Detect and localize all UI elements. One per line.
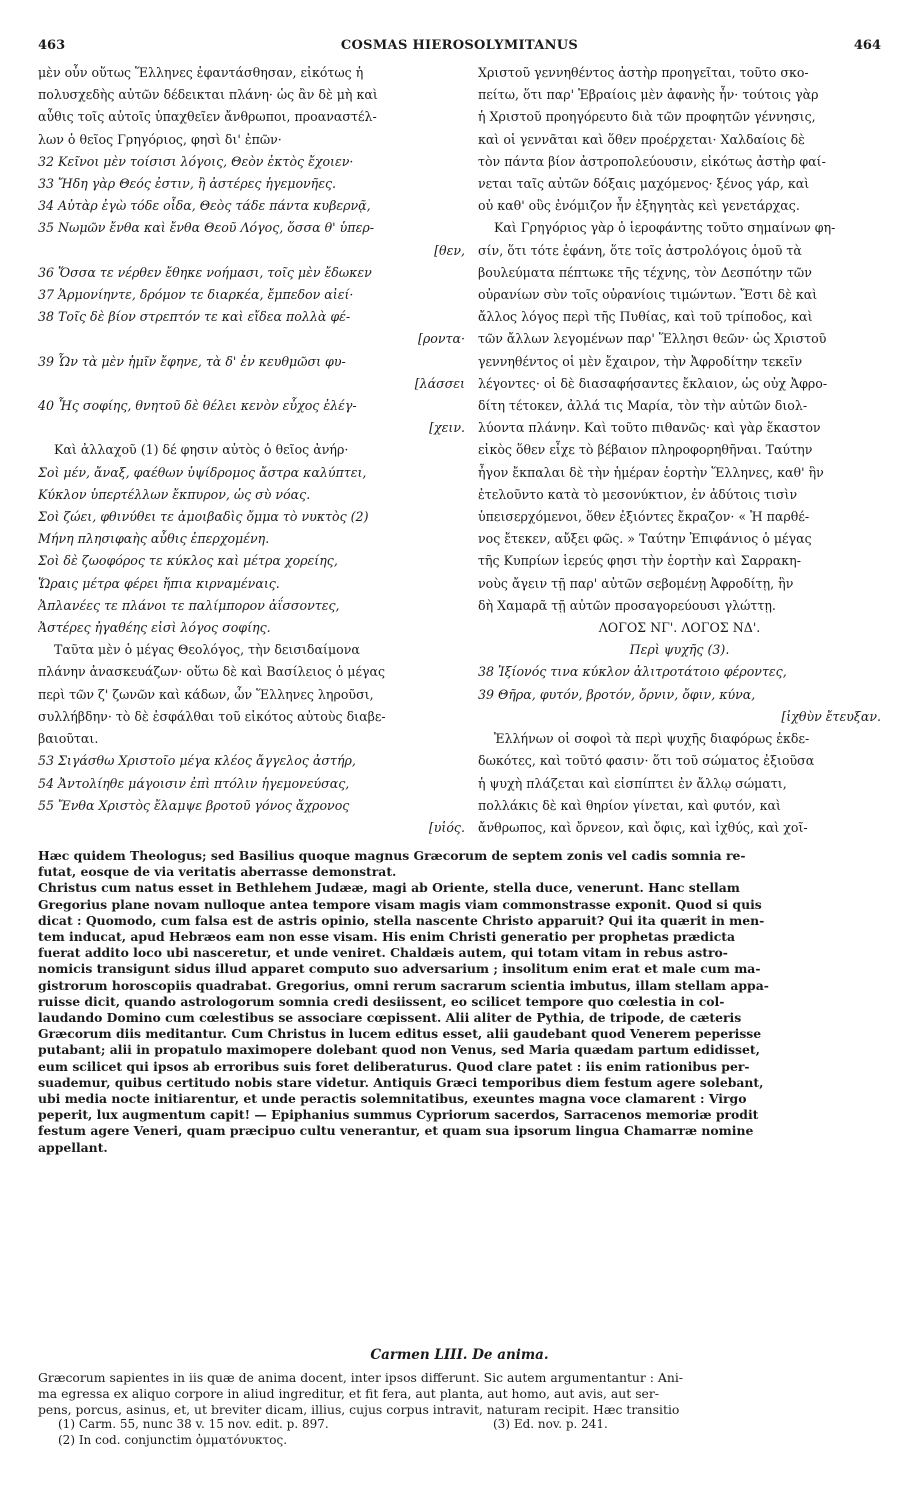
- text-line: [λάσσει: [414, 375, 465, 391]
- text-line: [υἱός.: [428, 819, 465, 835]
- latin-translation-continued: [38, 1370, 881, 1419]
- text-line: Καὶ Γρηγόριος γὰρ ὁ ἱεροφάντης τοῦτο σημαίνων φη-: [494, 220, 836, 236]
- text-line: τῆς Κυπρίων ἱερεύς φησι τὴν ἑορτὴν καὶ Σαρρακη-: [478, 553, 801, 569]
- text-line: Ὥραις μέτρα φέρει ἤπια κιρναμέναις.: [38, 575, 280, 591]
- text-line: [478, 839, 881, 842]
- text-line: 37 Ἁρμονίηντε, δρόμον τε διαρκέα, ἔμπεδον αἰεί·: [38, 287, 354, 303]
- text-line: τὸν πάντα βίον ἀστροπολεύουσιν, εἰκότως ἀστὴρ φαί-: [478, 153, 826, 169]
- text-line: Σοὶ μέν, ἄναξ, φαέθων ὑψίδρομος ἄστρα καλύπτει,: [38, 464, 367, 480]
- greek-column-left: [38, 62, 465, 842]
- text-line: δὴ Χαμαρᾶ τῇ αὐτῶν προσαγορεύουσι γλώττῃ.: [478, 597, 776, 613]
- text-line: 32 Κεῖνοι μὲν τοίσισι λόγοις, Θεὸν ἐκτὸς ἔχοιεν·: [38, 153, 354, 169]
- text-line: [χειν.: [429, 420, 465, 436]
- text-line: ἡ Χριστοῦ προηγόρευτο διὰ τῶν προφητῶν γέννησις,: [478, 109, 816, 125]
- text-line: συλλήβδην· τὸ δὲ ἐσφάλθαι τοῦ εἰκότος αὐτοὺς διαβε-: [38, 708, 386, 724]
- text-line: Περὶ ψυχῆς (3).: [629, 642, 730, 658]
- latin-line: putabant; alii in propatulo maximopere dolebant quod non Venus, sed Maria quædam partum edidisset,: [38, 1042, 760, 1058]
- text-line: 38 Τοῖς δὲ βίον στρεπτόν τε καὶ εἴδεα πολλὰ φέ-: [38, 309, 351, 325]
- text-line: δίτη τέτοκεν, ἀλλά τις Μαρία, τὸν τὴν αὐτῶν διολ-: [478, 398, 808, 414]
- text-line: Σοὶ δὲ ζωοφόρος τε κύκλος καὶ μέτρα χορείης,: [38, 553, 338, 569]
- text-line: ἡ ψυχὴ πλάζεται καὶ εἰσπίπτει ἐν ἄλλῳ σώματι,: [478, 775, 787, 791]
- text-line: Ἑλλήνων οἱ σοφοὶ τὰ περὶ ψυχῆς διαφόρως ἐκδε-: [494, 731, 810, 747]
- text-line: Χριστοῦ γεννηθέντος ἀστὴρ προηγεῖται, τοῦτο σκο-: [478, 65, 809, 80]
- latin-line: pens, porcus, asinus, et, ut breviter dicam, illius, cujus corpus intravit, naturam recipit. Hæc transitio: [38, 1402, 680, 1418]
- text-line: 36 Ὅσσα τε νέρθεν ἔθηκε νοήμασι, τοῖς μὲν ἔδωκεν: [38, 264, 372, 280]
- text-line: Σοὶ ζώει, φθινύθει τε ἀμοιβαδὶς ὄμμα τὸ νυκτὸς (2): [38, 509, 369, 525]
- text-line: οὐ καθ' οὓς ἐνόμιζον ἦν ἐξηγητὰς κεὶ γενετάρχας.: [478, 198, 800, 214]
- text-line: Κύκλον ὑπερτέλλων ἔκπυρον, ὡς σὺ νόας.: [38, 486, 311, 502]
- text-line: γεννηθέντος οἱ μὲν ἔχαιρον, τὴν Ἀφροδίτην τεκεῖν: [478, 353, 803, 369]
- text-line: πολυσχεδὴς αὐτῶν δέδεικται πλάνη· ὡς ἂν δὲ μὴ καὶ: [38, 87, 378, 103]
- latin-line: tem inducat, apud Hebræos eam non esse visam. His enim Christi generatio per prophetas prædicta: [38, 929, 735, 945]
- text-line: λύοντα πλάνην. Καὶ τοῦτο πιθανῶς· καὶ γὰρ ἕκαστον: [478, 420, 821, 436]
- text-line: ἐτελοῦντο κατὰ τὸ μεσονύκτιον, ἐν ἀδύτοις τισὶν: [478, 486, 798, 502]
- latin-line: ubi media nocte initiarentur, et unde peractis solemnitatibus, exeuntes magna voce clamarent : Virgo: [38, 1091, 747, 1107]
- footnote-3: (3) Ed. nov. p. 241.: [493, 1417, 608, 1431]
- text-line: 55 Ἔνθα Χριστὸς ἔλαμψε βροτοῦ γόνος ἄχρονος: [38, 797, 350, 813]
- text-line: σίν, ὅτι τότε ἐφάνη, ὅτε τοῖς ἀστρολόγοις ὁμοῦ τὰ: [478, 242, 802, 258]
- text-line: βαιοῦται.: [38, 731, 99, 747]
- text-line: λων ὁ θεῖος Γρηγόριος, φησὶ δι' ἐπῶν·: [38, 131, 282, 147]
- latin-line: Græcorum sapientes in iis quæ de anima docent, inter ipsos differunt. Sic autem argumentantur : Ani-: [38, 1370, 683, 1385]
- text-line: ἦγον ἔκπαλαι δὲ τὴν ἡμέραν ἑορτὴν Ἕλληνες, καθ' ἣν: [478, 464, 824, 480]
- text-line: [θεν,: [434, 242, 465, 258]
- text-line: ὑπεισερχόμενοι, ὅθεν ἐξιόντες ἔκραζον· « Ἡ παρθέ-: [478, 509, 810, 525]
- text-line: Ἀστέρες ἠγαθέης εἰσὶ λόγος σοφίης.: [38, 620, 271, 636]
- page-number-left: 463: [38, 38, 66, 53]
- running-head: [38, 38, 881, 58]
- latin-line: fuerat addito loco ubi nasceretur, et unde veniret. Chaldæis autem, qui totam vitam in rebus astro-: [38, 945, 728, 961]
- page-number-right: 464: [853, 38, 881, 53]
- text-line: Καὶ ἀλλαχοῦ (1) δέ φησιν αὐτὸς ὁ θεῖος ἀνήρ·: [54, 442, 349, 458]
- greek-column-right: [478, 62, 881, 842]
- text-line: 38 Ἰξίονός τινα κύκλον ἀλιτροτάτοιο φέροντες,: [478, 664, 787, 680]
- latin-line: eum scilicet qui ipsos ab erroribus suis foret deliberaturus. Quod clare patet : iis enim rationibus per-: [38, 1058, 750, 1074]
- text-line: νεται ταῖς αὐτῶν δόξαις μαχόμενος· ξένος γάρ, καὶ: [478, 176, 810, 192]
- latin-line: peperit, lux augmentum capit! — Epiphanius summus Cypriorum sacerdos, Sarracenos memoriæ prodit: [38, 1107, 759, 1123]
- latin-line: Hæc quidem Theologus; sed Basilius quoque magnus Græcorum de septem zonis vel cadis somnia re-: [38, 848, 746, 863]
- carmen-heading: Carmen LIII. De anima.: [370, 1347, 549, 1363]
- latin-line: suademur, quibus certitudo nobis stare videtur. Antiquis Græci temporibus diem festum agere solebant,: [38, 1074, 764, 1090]
- text-line: ἄλλος λόγος περὶ τῆς Πυθίας, καὶ τοῦ τρίποδος, καὶ: [478, 309, 813, 325]
- running-title: COSMAS HIEROSOLYMITANUS: [340, 38, 579, 53]
- text-line: 40 Ἧς σοφίης, θνητοῦ δὲ θέλει κενὸν εὖχος ἐλέγ-: [38, 398, 357, 414]
- text-line: [38, 839, 465, 842]
- text-line: δωκότες, καὶ τοῦτό φασιν· ὅτι τοῦ σώματος ἐξιοῦσα: [478, 753, 815, 769]
- latin-translation: [38, 848, 881, 1156]
- latin-line: dicat : Quomodo, cum falsa est de astris opinio, stella nascente Christo apparuit? Qui ita quærit in men-: [38, 912, 765, 928]
- text-line: τῶν ἄλλων λεγομένων παρ' Ἕλλησι θεῶν· ὡς Χριστοῦ: [478, 331, 827, 347]
- text-line: Ἀπλανέες τε πλάνοι τε παλίμπορον ἀΐσσοντες,: [38, 597, 340, 613]
- latin-line: Gregorius plane novam nulloque antea tempore visam magis viam commonstrasse exponit. Quod si quis: [38, 896, 762, 912]
- text-line: αὖθις τοῖς αὐτοῖς ὑπαχθεῖεν ἄνθρωποι, προαναστέλ-: [38, 109, 377, 125]
- text-line: 34 Αὐτὰρ ἐγὼ τόδε οἶδα, Θεὸς τάδε πάντα κυβερνᾷ,: [38, 198, 371, 214]
- text-line: περὶ τῶν ζ' ζωνῶν καὶ κάδων, ὧν Ἕλληνες ληροῦσι,: [38, 686, 374, 702]
- text-line: ἄνθρωπος, καὶ ὄρνεον, καὶ ὄφις, καὶ ἰχθύς, καὶ χοῖ-: [478, 819, 808, 835]
- text-line: καὶ οἱ γεννᾶται καὶ ὅθεν προέρχεται· Χαλδαίοις δὲ: [478, 131, 805, 147]
- text-line: ΛΟΓΟΣ ΝΓ'. ΛΟΓΟΣ ΝΔ'.: [598, 620, 761, 636]
- text-line: [ροντα·: [417, 331, 465, 347]
- text-line: νος ἔτεκεν, αὔξει φῶς. » Ταύτην Ἐπιφάνιος ὁ μέγας: [478, 531, 812, 547]
- text-line: βουλεύματα πέπτωκε τῆς τέχνης, τὸν Δεσπότην τῶν: [478, 264, 812, 280]
- text-line: [ἰχθὺν ἔτευξαν.: [781, 708, 881, 724]
- latin-line: Christus cum natus esset in Bethlehem Judææ, magi ab Oriente, stella duce, venerunt. Hanc stellam: [38, 880, 740, 896]
- latin-line: laudando Domino cum cœlestibus se associare cœpissent. Alii aliter de Pythia, de tripode, de cæteris: [38, 1010, 742, 1026]
- text-line: εἰκὸς ὅθεν εἶχε τὸ βέβαιον πληροφορηθῆναι. Ταύτην: [478, 442, 813, 458]
- text-line: πείτω, ὅτι παρ' Ἑβραίοις μὲν ἀφανὴς ἦν· τούτοις γὰρ: [478, 87, 819, 103]
- latin-line: nomicis transigunt sidus illud apparet computo suo adversarium ; insolitum enim erat et male cum ma-: [38, 961, 761, 977]
- latin-line: futat, eosque de via veritatis aberrasse demonstrat.: [38, 864, 397, 880]
- latin-line: Græcorum diis meditantur. Cum Christus in lucem editus esset, alii gaudebant quod Venerem peperisse: [38, 1026, 762, 1042]
- text-line: 39 Θῆρα, φυτόν, βροτόν, ὄρνιν, ὄφιν, κύνα,: [478, 686, 756, 702]
- text-line: Ταῦτα μὲν ὁ μέγας Θεολόγος, τὴν δεισιδαίμονα: [54, 642, 360, 658]
- latin-line: appellant.: [38, 1139, 108, 1155]
- text-line: 53 Σιγάσθω Χριστοῖο μέγα κλέος ἄγγελος ἀστήρ,: [38, 753, 356, 769]
- footnote-2: (2) In cod. conjunctim ὀμματόνυκτος.: [58, 1433, 288, 1447]
- latin-line: ma egressa ex aliquo corpore in aliud ingreditur, et fit fera, aut planta, aut homo, aut avis, aut ser-: [38, 1386, 659, 1402]
- text-line: οὐρανίων σὺν τοῖς οὐρανίοις τιμώντων. Ἔστι δὲ καὶ: [478, 287, 818, 303]
- text-line: μὲν οὖν οὕτως Ἕλληνες ἐφαντάσθησαν, εἰκότως ἡ: [38, 65, 364, 80]
- text-line: νοὺς ἄγειν τῇ παρ' αὐτῶν σεβομένῃ Ἀφροδίτῃ, ἣν: [478, 575, 794, 591]
- latin-line: festum agere Veneri, quam præcipuo cultu venerantur, et quam sua ipsorum lingua Chamarræ nomine: [38, 1123, 754, 1139]
- text-line: Μήνη πλησιφαὴς αὖθις ἐπερχομένη.: [38, 531, 270, 547]
- text-line: 35 Νωμῶν ἔνθα καὶ ἔνθα Θεοῦ Λόγος, ὅσσα θ' ὑπερ-: [38, 220, 374, 236]
- text-line: πλάνην ἀνασκευάζων· οὕτω δὲ καὶ Βασίλειος ὁ μέγας: [38, 664, 386, 680]
- text-line: πολλάκις δὲ καὶ θηρίον γίνεται, καὶ φυτόν, καὶ: [478, 797, 781, 813]
- text-line: 54 Ἀντολίηθε μάγοισιν ἐπὶ πτόλιν ἡγεμονεύσας,: [38, 775, 350, 791]
- text-line: 33 Ἤδη γὰρ Θεός ἐστιν, ἢ ἀστέρες ἡγεμονῆες.: [38, 176, 337, 192]
- latin-line: ruisse dicit, quando astrologorum somnia credi desiissent, eo scilicet tempore quo cœlestia in col-: [38, 993, 725, 1009]
- latin-line: gistrorum horoscopiis quadrabat. Gregorius, omni rerum sacrarum scientia imbutus, illam stellam appa-: [38, 977, 769, 993]
- text-line: λέγοντες· οἱ δὲ διασαφήσαντες ἔκλαιον, ὡς οὐχ Ἀφρο-: [478, 375, 828, 391]
- footnote-1: (1) Carm. 55, nunc 38 v. 15 nov. edit. p. 897.: [58, 1417, 329, 1431]
- text-line: 39 Ὧν τὰ μὲν ἡμῖν ἔφηνε, τὰ δ' ἐν κευθμῶσι φυ-: [38, 353, 346, 369]
